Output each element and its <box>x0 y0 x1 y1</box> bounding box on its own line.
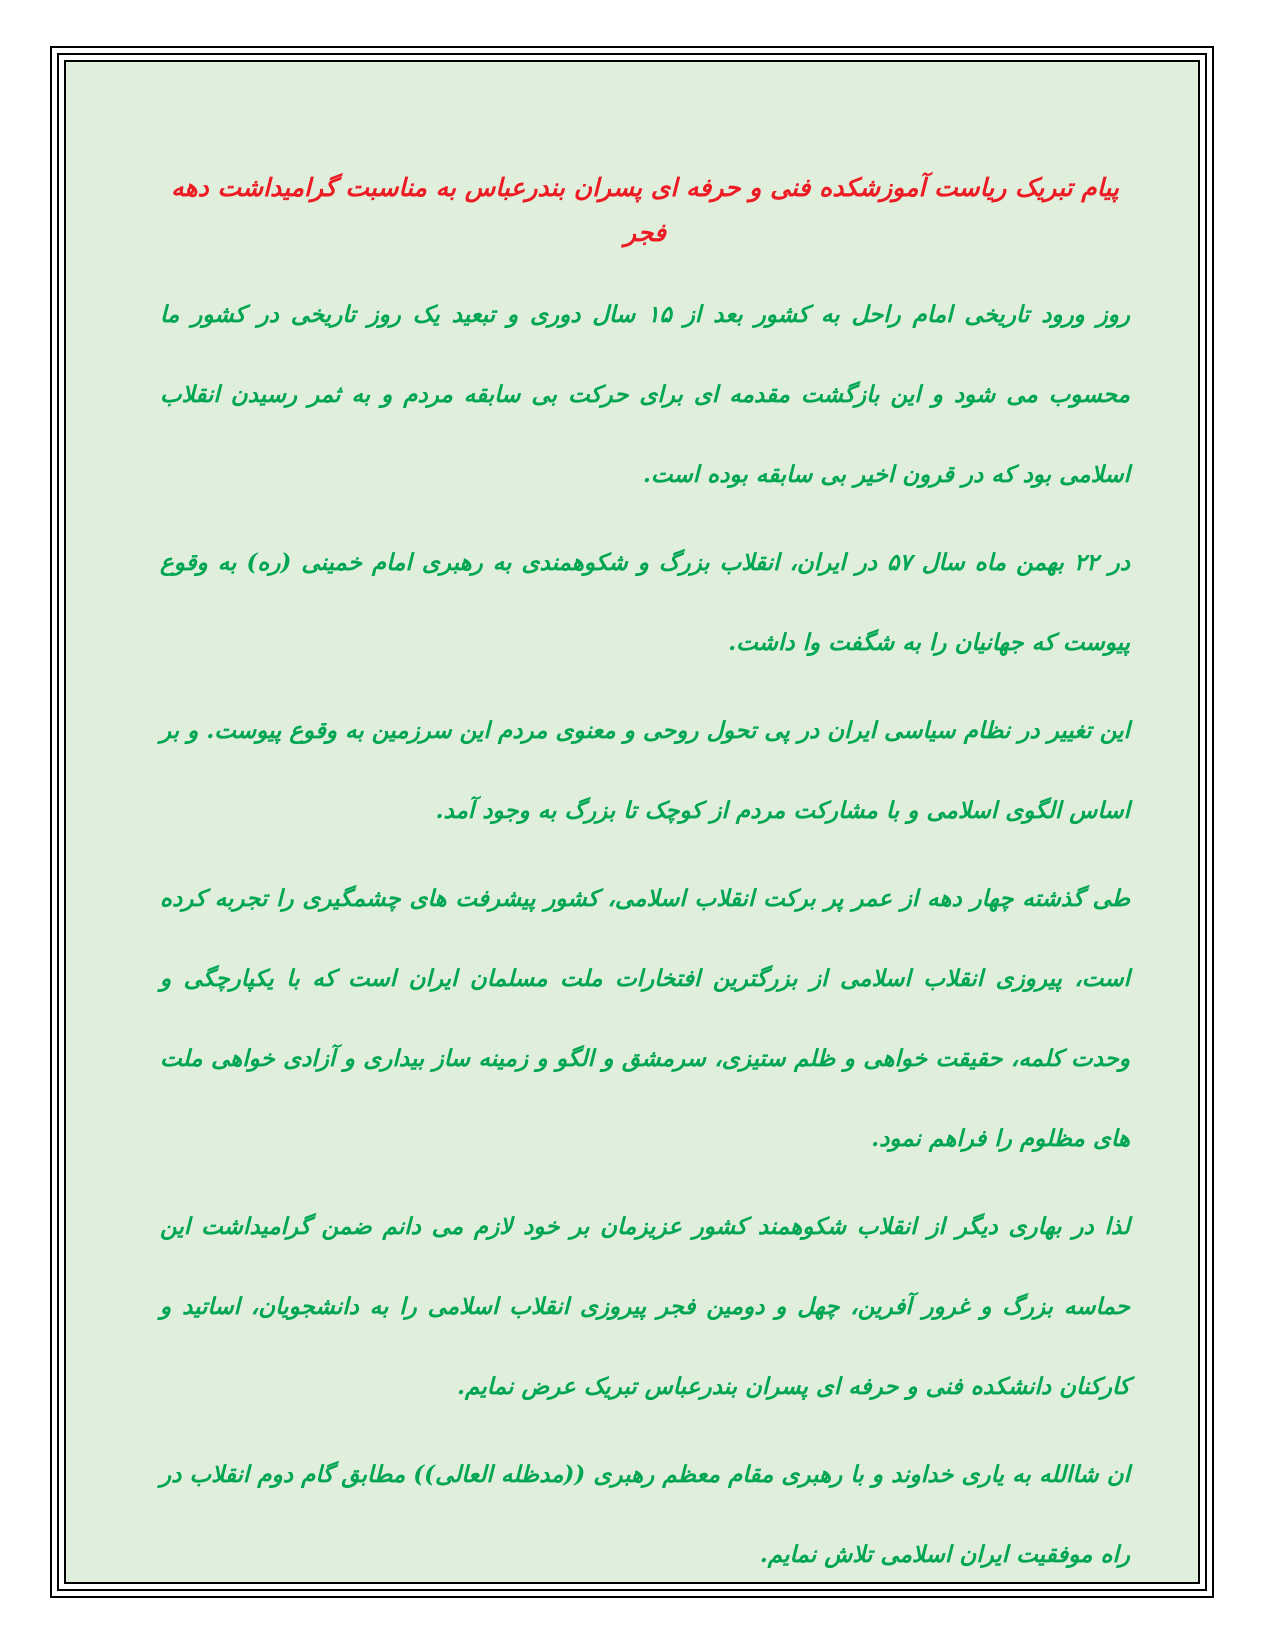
paragraph-return-of-imam: روز ورود تاریخی امام راحل به کشور بعد از ۱۵ سال دوری و تبعید یک روز تاریخی در کشور ما محسوب می شود و این بازگشت مقدمه ای برای حرکت بی سابقه مردم و به ثمر رسیدن انقلاب اسلامی بود که در قرون اخیر بی سابقه بوده است. <box>160 301 1130 488</box>
document-title: پیام تبریک ریاست آموزشکده فنی و حرفه ای پسران بندرعباس به مناسبت گرامیداشت دهه فجر <box>171 173 1119 247</box>
paragraph-closing-prayer: ان شاالله به یاری خداوند و با رهبری مقام معظم رهبری ((مدظله العالی)) مطابق گام دوم انقلاب در راه موفقیت ایران اسلامی تلاش نمایم. <box>160 1461 1131 1568</box>
document-body <box>160 150 1130 1603</box>
paragraph-political-change: این تغییر در نظام سیاسی ایران در پی تحول روحی و معنوی مردم این سرزمین به وقوع پیوست. و بر اساس الگوی اسلامی و با مشارکت مردم از کوچک تا بزرگ به وجود آمد. <box>160 717 1130 824</box>
paragraph-four-decades: طی گذشته چهار دهه از عمر پر برکت انقلاب اسلامی، کشور پیشرفت های چشمگیری را تجربه کرده است، پیروزی انقلاب اسلامی از بزرگترین افتخارات ملت مسلمان ایران است که با یکپارچگی و وحدت کلمه، حقیقت خواهی و ظلم ستیزی، سرمشق و الگو و زمینه ساز بیداری و آزادی خواهی ملت های مظلوم را فراهم نمود. <box>160 885 1130 1152</box>
paragraph-congratulations: لذا در بهاری دیگر از انقلاب شکوهمند کشور عزیزمان بر خود لازم می دانم ضمن گرامیداشت این حماسه بزرگ و غرور آفرین، چهل و دومین فجر پیروزی انقلاب اسلامی را به دانشجویان، اساتید و کارکنان دانشکده فنی و حرفه ای پسران بندرعباس تبریک عرض نمایم. <box>160 1213 1130 1400</box>
paragraph-22-bahman: در ۲۲ بهمن ماه سال ۵۷ در ایران، انقلاب بزرگ و شکوهمندی به رهبری امام خمینی (ره) به وقوع پیوست که جهانیان را به شگفت وا داشت. <box>160 549 1131 656</box>
